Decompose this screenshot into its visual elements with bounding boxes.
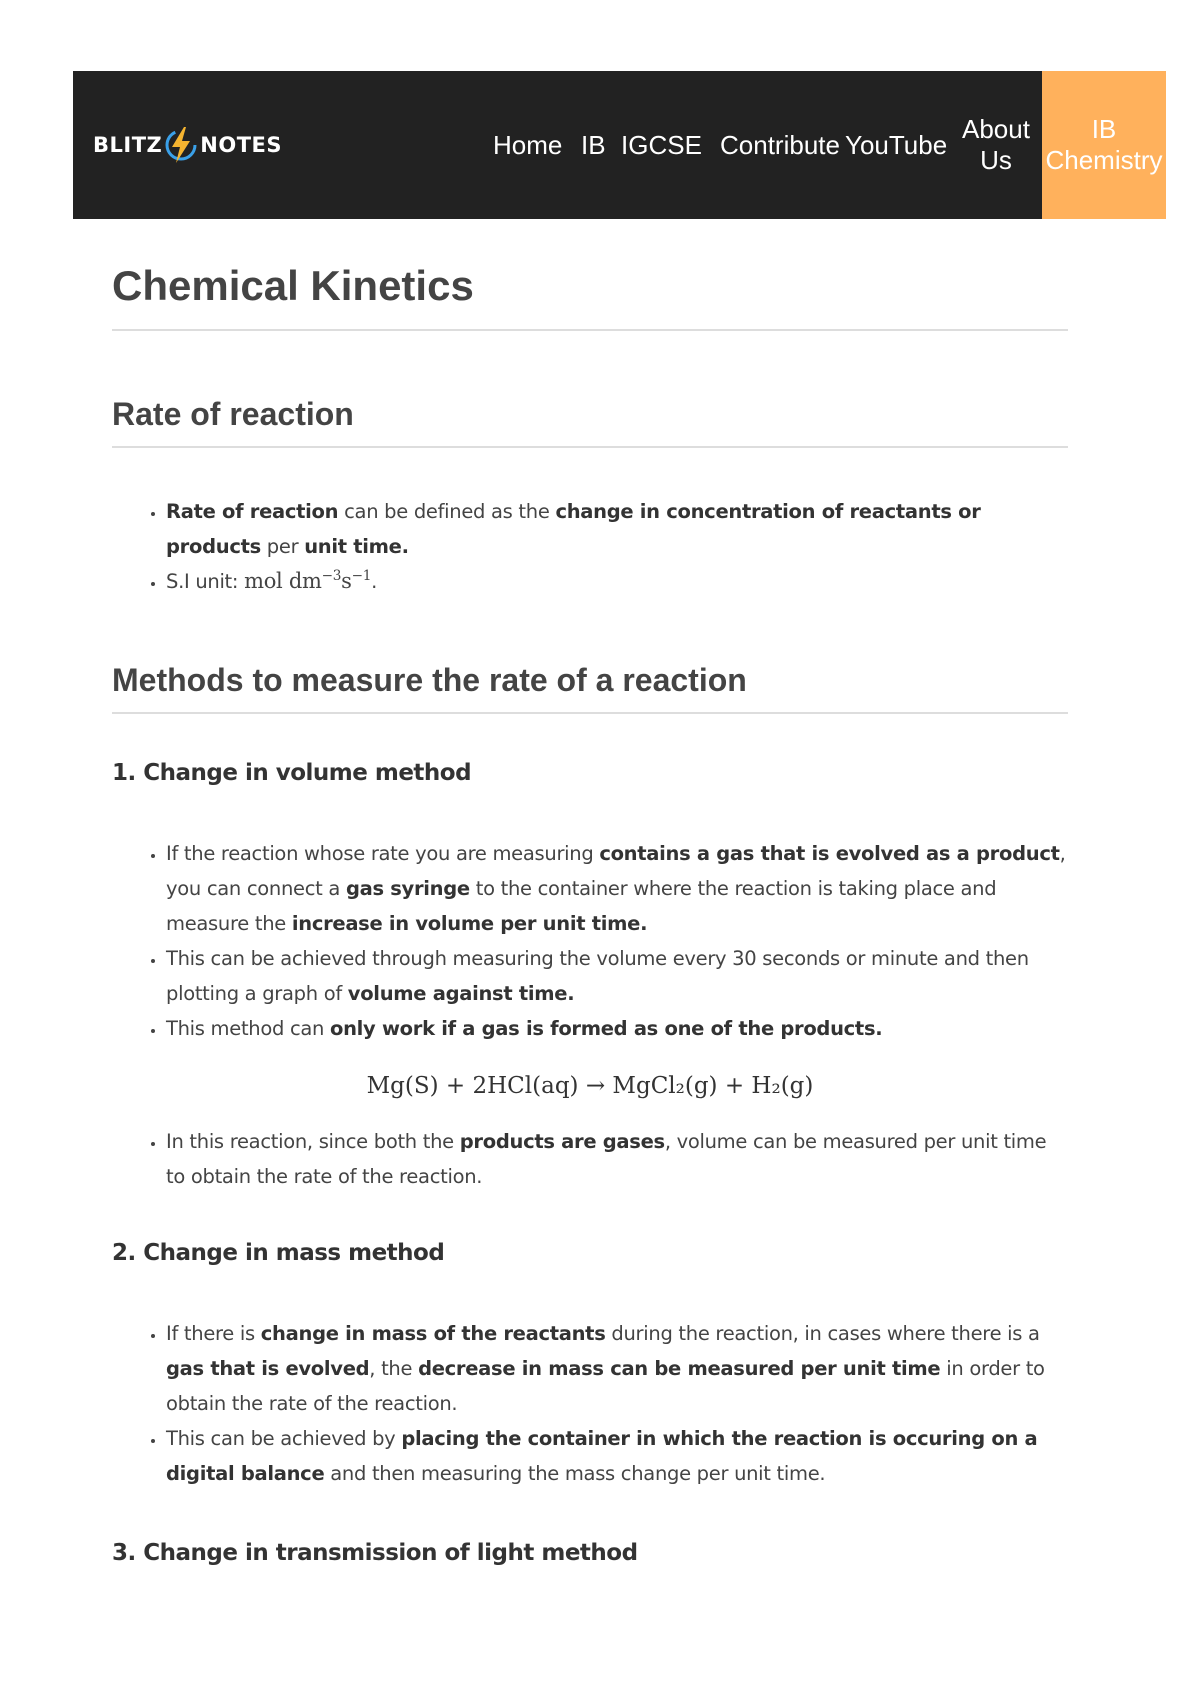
- list-item: • In this reaction, since both the products are gases, volume can be measured per unit time to obtain the rate of the reaction.: [166, 1124, 1068, 1194]
- divider: [112, 329, 1068, 331]
- nav-home[interactable]: Home: [493, 129, 563, 160]
- nav-about-us[interactable]: About Us: [962, 114, 1030, 175]
- divider: [112, 712, 1068, 714]
- list-item: • S.I unit: mol $dm^{-3}s^{-1}$.: [166, 564, 1068, 599]
- mass-method-list: [112, 1316, 1068, 1491]
- site-logo[interactable]: [93, 71, 282, 219]
- si-unit-math: mol $dm^{-3}s^{-1}$: [244, 568, 372, 593]
- nav-ib[interactable]: IB: [581, 129, 606, 160]
- list-item: • This can be achieved through measuring the volume every 30 seconds or minute and then plotting a graph of volume against time.: [166, 941, 1068, 1011]
- reaction-equation: Mg(S) + 2HCl(aq) → MgCl₂(g) + H₂(g): [366, 1073, 814, 1099]
- list-item: • This method can only work if a gas is formed as one of the products.: [166, 1011, 1068, 1046]
- subheading-mass-method: 2. Change in mass method: [112, 1240, 445, 1266]
- divider: [112, 446, 1068, 448]
- subheading-volume-method: 1. Change in volume method: [112, 760, 472, 786]
- logo-text-left: BLITZ: [93, 133, 163, 157]
- list-item: • Rate of reaction can be defined as the change in concentration of reactants or products per unit time.: [166, 494, 1068, 564]
- subheading-light-method: 3. Change in transmission of light method: [112, 1540, 638, 1566]
- nav-igcse[interactable]: IGCSE: [621, 129, 702, 160]
- nav-contribute[interactable]: Contribute: [720, 129, 840, 160]
- logo-text-right: NOTES: [200, 133, 282, 157]
- nav-ib-chemistry-active[interactable]: IB Chemistry: [1042, 71, 1166, 219]
- list-item: • If the reaction whose rate you are measuring contains a gas that is evolved as a product, you can connect a gas syringe to the container where the reaction is taking place and measure the increase in volume per unit time.: [166, 836, 1068, 941]
- nav-youtube[interactable]: YouTube: [845, 129, 948, 160]
- section-heading-methods: Methods to measure the rate of a reaction: [112, 662, 747, 698]
- list-item: • This can be achieved by placing the container in which the reaction is occuring on a digital balance and then measuring the mass change per unit time.: [166, 1421, 1068, 1491]
- volume-method-list-2: [112, 1124, 1068, 1194]
- lightning-bolt-icon: [164, 125, 198, 165]
- top-navbar: [73, 71, 1166, 219]
- rate-list: [112, 494, 1068, 599]
- volume-method-list: [112, 836, 1068, 1046]
- list-item: • If there is change in mass of the reactants during the reaction, in cases where there is a gas that is evolved, the decrease in mass can be measured per unit time in order to obtain the rate of the reaction.: [166, 1316, 1068, 1421]
- page-title: Chemical Kinetics: [112, 262, 474, 309]
- section-heading-rate: Rate of reaction: [112, 396, 354, 432]
